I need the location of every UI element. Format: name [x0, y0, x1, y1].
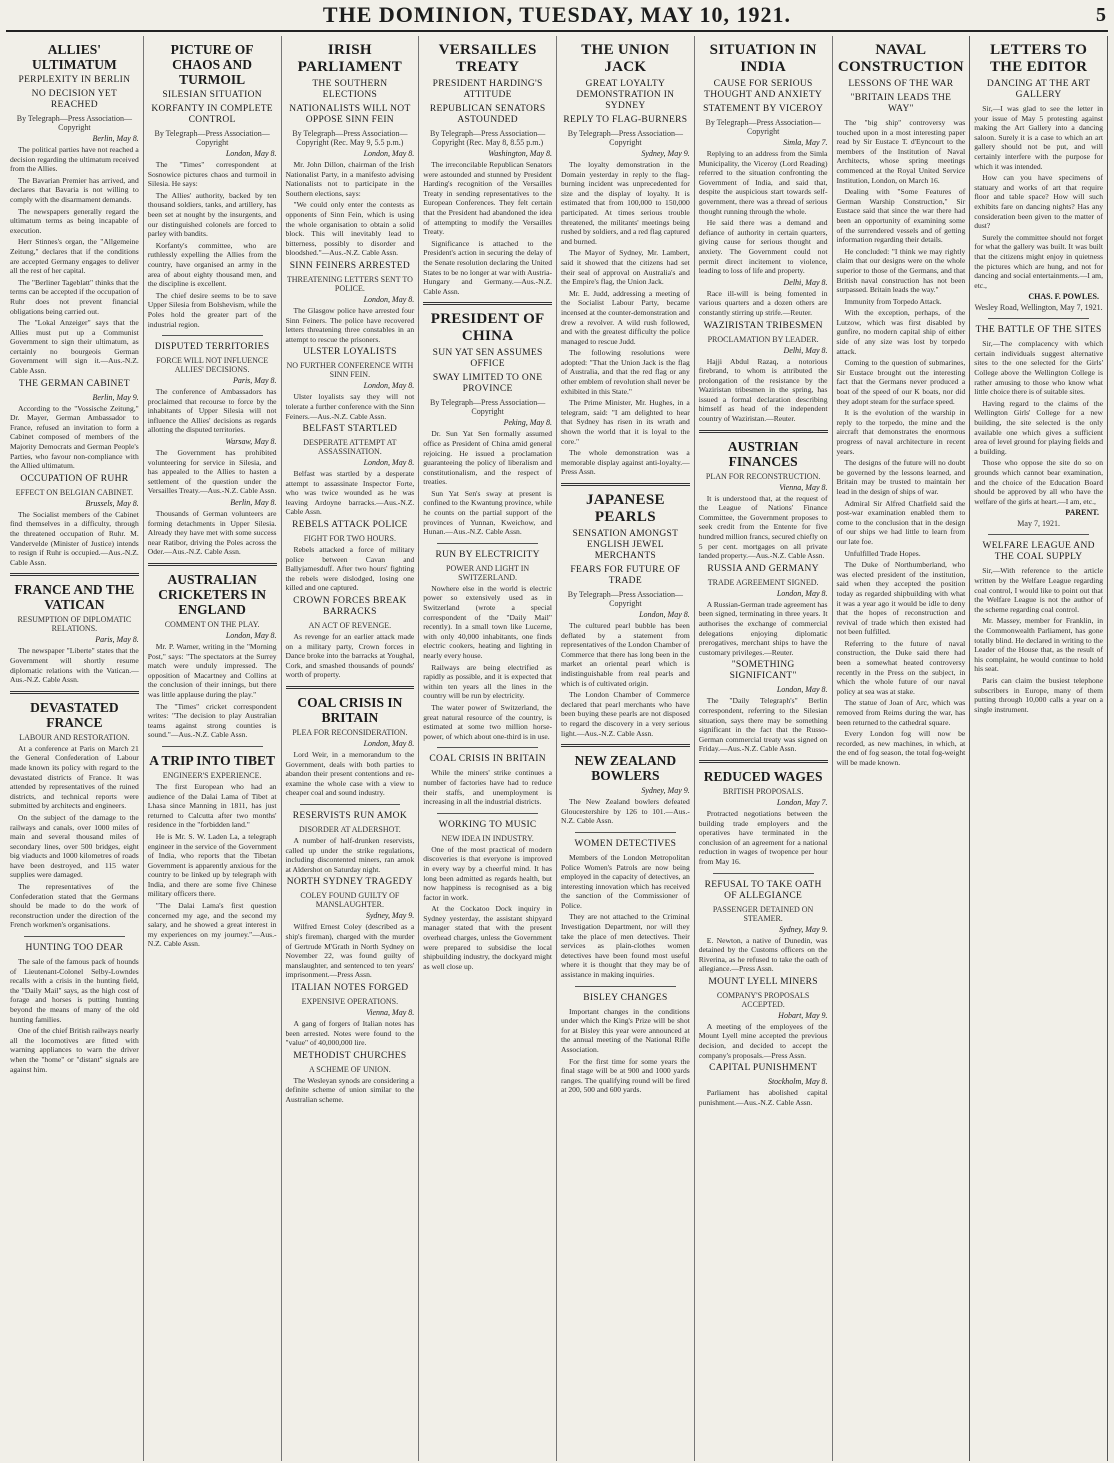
- dateline: London, May 8.: [225, 631, 277, 640]
- article-paragraph: Dr. Sun Yat Sen formally assumed office as President of China amid general rejoicing. He issued a proclamation guaranteeing the policy of liberalism and constitutionalism, and the respect of treaties.: [423, 429, 552, 487]
- column-divider: [423, 302, 552, 305]
- dateline: Paris, May 8.: [95, 635, 139, 645]
- article-paragraph: At a conference at Paris on March 21 the General Confederation of Labour made known its policy with regard to the devastated districts of France. It was attended by representatives of the ruined districts, and technical reports were submitted by architects and engineers.: [10, 743, 139, 811]
- sub-headline: GREAT LOYALTY DEMONSTRATION IN SYDNEY: [576, 79, 675, 111]
- byline: By Telegraph—Press Association—Copyright (Rec. May 9, 5.5 p.m.): [292, 129, 408, 147]
- dateline: Vienna, May 8.: [779, 482, 828, 492]
- sub-headline: WORKING TO MUSIC: [438, 819, 537, 830]
- sub-headline: ULSTER LOYALISTS: [303, 347, 397, 358]
- sub-headline: KORFANTY IN COMPLETE CONTROL: [151, 104, 273, 125]
- article-headline: SITUATION IN INDIA: [709, 42, 817, 75]
- article-paragraph: According to the "Vossische Zeitung," Dr. Mayer, German Ambassador to France, refused an invitation to form a Cabinet composed of members of the Majority Democrats and German People's Parties, who favour non-compliance with the Allied ultimatum.: [10, 403, 139, 471]
- byline: NEW IDEA IN INDUSTRY.: [441, 833, 534, 843]
- dateline: Sydney, May 9.: [641, 786, 690, 796]
- byline: FIGHT FOR TWO HOURS.: [303, 534, 396, 544]
- article-paragraph: With the exception, perhaps, of the Lutzow, which was first disabled by gunfire, no modern capital ship of either side of any size was lost by torpedo attack.: [836, 308, 966, 356]
- sub-headline: SILESIAN SITUATION: [162, 90, 262, 100]
- article-paragraph: A gang of forgers of Italian notes has been arrested. Notes were found to the "value" of 40,000,000 lire.: [285, 1018, 415, 1048]
- article-paragraph: At the Cockatoo Dock inquiry in Sydney yesterday, the assistant shipyard manager stated that with the present overhead charges, unless the Government were prepared to subsidise the local shipbuilding industry, the dockyard might as well close up.: [423, 904, 552, 971]
- sub-headline: "SOMETHING SIGNIFICANT": [729, 660, 797, 682]
- dateline: Paris, May 8.: [232, 376, 277, 386]
- columns: [6, 36, 1108, 1461]
- article-paragraph: The whole demonstration was a memorable display against anti-loyalty.—Press Assn.: [561, 448, 690, 477]
- article-paragraph: The first European who had an audience of the Dalai Lama of Tibet at Lhasa since Manning in 1811, has just returned to Calcutta after two months' residence in the "forbidden land.": [147, 781, 277, 830]
- byline: ENGINEER'S EXPERIENCE.: [162, 770, 262, 780]
- article-paragraph: As revenge for an earlier attack made on a military party, Crown forces in Dance broke into the barracks at Youghal, Cork, and smashed thousands of pounds' worth of property.: [285, 632, 415, 680]
- byline: EFFECT ON BELGIAN CABINET.: [15, 487, 134, 497]
- byline: Wesley Road, Wellington, May 7, 1921.: [974, 303, 1103, 313]
- section-rule: [575, 986, 676, 987]
- article-headline: JAPANESE PEARLS: [585, 492, 665, 525]
- article-paragraph: The loyalty demonstration in the Domain yesterday in reply to the flag-burning incident was unprecedented for size and the display of loyalty. It is estimated that from 100,000 to 150,000 participated. At times serious trouble threatened, the militants' meetings being rushed by soldiers, and a red flag captured and burned.: [561, 160, 690, 246]
- sub-headline: BELFAST STARTLED: [302, 424, 398, 435]
- byline: A SCHEME OF UNION.: [308, 1064, 391, 1074]
- article-paragraph: He concluded: "I think we may rightly claim that our designs were on the whole superior to those of the Germans, and that British naval construction has not been surpassed. Britain leads the way.": [836, 246, 966, 295]
- article-headline: FRANCE AND THE VATICAN: [14, 582, 135, 613]
- section-rule: [437, 543, 538, 544]
- byline: COMMENT ON THE PLAY.: [164, 620, 260, 629]
- dateline: London, May 8.: [363, 149, 415, 158]
- dateline: Sydney, May 9.: [641, 149, 690, 158]
- sub-headline: COAL CRISIS IN BRITAIN: [429, 754, 546, 765]
- article-paragraph: Protracted negotiations between the building trade employers and the operatives have terminated in the conclusion of an agreement for a national reduction in wages of twopence per hour from May 16.: [698, 808, 828, 866]
- sub-headline: SUN YAT SEN ASSUMES OFFICE: [432, 348, 543, 370]
- article-paragraph: The "big ship" controversy was touched upon in a most interesting paper read by Sir Eustace T. d'Eyncourt to the members of the Institution of Naval Architects, whose spring meetings commenced at the Royal United Service Institution, London, on March 16.: [836, 118, 966, 185]
- sub-headline: REBELS ATTACK POLICE: [292, 520, 408, 531]
- sub-headline: DANCING AT THE ART GALLERY: [986, 79, 1091, 100]
- article-paragraph: The "Lokal Anzeiger" says that the Allies must put up a Communist Government to sign their ultimatum, as certainly no bourgeois German Government will sign it.—Aus.-N.Z. Cable Assn.: [10, 318, 139, 376]
- sub-headline: THE GERMAN CABINET: [18, 378, 130, 389]
- sub-headline: HUNTING TOO DEAR: [25, 943, 124, 954]
- article-paragraph: The sale of the famous pack of hounds of Lieutenant-Colonel Selby-Lowndes recalls with a crisis in the hunting field, the "Daily Mail" says, as the high cost of forage and horses is putting hunting beyond the means of many of the old hunting families.: [10, 957, 139, 1024]
- article-paragraph: Railways are being electrified as rapidly as possible, and it is expected that within ten years all the lines in the country will be run by electricity.: [423, 662, 552, 701]
- sub-headline: CAUSE FOR SERIOUS THOUGHT AND ANXIETY: [704, 79, 823, 100]
- article-paragraph: Admiral Sir Alfred Chatfield said the post-war examination enabled them to come to the conclusion that in the design of our ships we had little to learn from our late foe.: [836, 498, 966, 546]
- sub-headline: BISLEY CHANGES: [583, 992, 668, 1003]
- article-paragraph: Sun Yat Sen's sway at present is confined to the Kwantung province, while he counts on the partial support of the provinces of Yunnan, Kweichow, and Hunan.—Aus.-N.Z. Cable Assn.: [423, 488, 552, 537]
- article-paragraph: Paris can claim the busiest telephone subscribers in Europe, many of them putting through 10,000 calls a year on a single instrument.: [974, 675, 1103, 714]
- article-paragraph: The Duke of Northumberland, who was elected president of the institution, said when they accepted the position today as regarded shipbuilding with what it was a year ago it would be idle to deny that the hopes of reconstruction and revival of trade which then existed had not been fulfilled.: [836, 560, 966, 637]
- dateline: Brussels, May 8.: [85, 498, 139, 508]
- article-headline: DEVASTATED FRANCE: [30, 699, 119, 730]
- article-paragraph: Mr. John Dillon, chairman of the Irish Nationalist Party, in a manifesto advising Nationalists not to participate in the Southern elections, says:: [285, 160, 415, 198]
- byline: DISORDER AT ALDERSHOT.: [299, 824, 401, 834]
- sub-headline: DISPUTED TERRITORIES: [154, 342, 270, 353]
- dateline: Berlin, May 8.: [92, 134, 139, 143]
- sub-headline: WAZIRISTAN TRIBESMEN: [703, 320, 823, 331]
- article-paragraph: One of the most practical of modern discoveries is that everyone is improved in every way by a cheerful mind. It has long been admitted as regards health, but now happiness is recognised as a big factor in work.: [423, 844, 552, 902]
- article-paragraph: Nowhere else in the world is electric power so extensively used as in Switzerland (wrote a special correspondent of the "Daily Mail" recently). In a small town like Lucerne, with only 40,000 inhabitants, one finds electric cookers, heating and lighting in nearly every house.: [423, 583, 552, 660]
- article-paragraph: The New Zealand bowlers defeated Gloucestershire by 126 to 101.—Aus.-N.Z. Cable Assn.: [561, 797, 690, 826]
- article-paragraph: The cultured pearl bubble has been deflated by a statement from representatives of the London Chamber of Commerce that there has long been in the market an oriental pearl which is indistinguishable from real pearls and which is of cultivated origin.: [561, 621, 690, 688]
- letter-signature: PARENT.: [1065, 508, 1099, 518]
- article-paragraph: Ulster loyalists say they will not tolerate a further conference with the Sinn Feiners.—Aus.-N.Z. Cable Assn.: [285, 392, 415, 421]
- article-paragraph: E. Newton, a native of Dunedin, was detained by the Customs officers on the Riverina, as he refused to take the oath of allegiance.—Press Assn.: [698, 935, 828, 974]
- article-headline: ALLIES' ULTIMATUM: [31, 42, 117, 72]
- sub-headline: WELFARE LEAGUE AND THE COAL SUPPLY: [982, 541, 1095, 563]
- byline: PASSENGER DETAINED ON STEAMER.: [712, 904, 814, 923]
- column-divider: [148, 563, 277, 566]
- article-paragraph: Race ill-will is being fomented in various quarters and a dozen others are constantly stirring up strife.—Reuter.: [698, 288, 828, 317]
- sub-headline: THE SOUTHERN ELECTIONS: [312, 79, 388, 100]
- article-paragraph: Coming to the question of submarines, Sir Eustace brought out the interesting fact that the Germans never produced a boat of the speed of our K boats, nor did they adopt steam for the surface speed.: [836, 358, 966, 406]
- article-headline: AUSTRALIAN CRICKETERS IN ENGLAND: [158, 572, 266, 617]
- dateline: London, May 8.: [363, 458, 415, 468]
- dateline: Delhi, May 8.: [783, 345, 828, 355]
- article-paragraph: Referring to the future of naval construction, the Duke said there had been a somewhat heated controversy recently in the Press on the subject, in which the whole future of our naval policy at sea was at stake.: [836, 638, 966, 696]
- page-number: 5: [1096, 3, 1106, 26]
- article-headline: NAVAL CONSTRUCTION: [837, 42, 964, 75]
- dateline: London, May 8.: [363, 739, 415, 748]
- news-column-8: [969, 36, 1108, 1461]
- article-paragraph: The statue of Joan of Arc, which was removed from Reims during the war, has been returned to the cathedral square.: [836, 698, 966, 727]
- article-paragraph: A meeting of the employees of the Mount Lyell mine accepted the previous decision, and decided to accept the company's proposals.—Press Assn.: [698, 1021, 828, 1060]
- dateline: Hobart, May 9.: [778, 1010, 828, 1020]
- byline: By Telegraph—Press Association—Copyright: [16, 114, 133, 132]
- article-paragraph: The designs of the future will no doubt be governed by the lessons learned, and Britain may be trusted to maintain her lead in the design of ships of war.: [836, 458, 966, 496]
- news-column-1: [6, 36, 143, 1461]
- section-rule: [988, 534, 1089, 535]
- article-paragraph: Replying to an address from the Simla Municipality, the Viceroy (Lord Reading) referred to the situation confronting the Government of India, and said that, despite the auspicious start towards self-government, there was a thread of serious thought running through the whole.: [698, 149, 828, 216]
- article-paragraph: The Wesleyan synods are considering a definite scheme of union similar to the Australian scheme.: [285, 1075, 415, 1104]
- section-rule: [437, 813, 538, 814]
- article-paragraph: Herr Stinnes's organ, the "Allgemeine Zeitung," declares that if the conditions are accepted Germany engages to deliver all the rest of her capital.: [10, 237, 139, 276]
- article-paragraph: Hajji Abdul Razaq, a notorious firebrand, to whom is attributed the prolongation of the resistance by the Waziristan tribesmen in the spring, has issued a formal declaration describing himself as head of the independent country of Waziristan.—Reuter.: [698, 356, 828, 424]
- article-paragraph: Sir,—The complacency with which certain individuals suggest alternative sites to the one selected for the Girls' College above the Wellington College is rather amusing to those who know what little choice there is of suitable sites.: [974, 339, 1103, 397]
- article-paragraph: Important changes in the conditions under which the King's Prize will be shot for at Bisley this year were announced at the annual meeting of the National Rifle Association.: [561, 1006, 690, 1054]
- article-paragraph: Mr. P. Warner, writing in the "Morning Post," says: "The spectators at the Surrey match were unduly impressed. The opposition of Macartney and Collins at the conclusion of their innings, but there was little applause during the play.": [147, 642, 277, 699]
- sub-headline: NATIONALISTS WILL NOT OPPOSE SINN FEIN: [289, 104, 411, 125]
- article-paragraph: On the subject of the damage to the railways and canals, over 1000 miles of main and several thousand miles of secondary lines, over 500 bridges, eight big viaducts and 1000 kilometres of roads have been destroyed, and 115 water supplies were damaged.: [10, 812, 139, 880]
- byline: May 7, 1921.: [1017, 519, 1060, 529]
- sub-headline: ITALIAN NOTES FORGED: [291, 982, 409, 993]
- article-paragraph: The newspapers generally regard the ultimatum terms as being incapable of execution.: [10, 206, 139, 235]
- news-column-4: [418, 36, 556, 1461]
- section-rule: [300, 804, 401, 805]
- article-paragraph: The "Times" cricket correspondent writes: "The decision to play Australian teams against strong counties is sound."—Aus.-N.Z. Cable Assn.: [147, 701, 277, 740]
- section-rule: [162, 746, 263, 747]
- article-paragraph: Belfast was startled by a desperate attempt to assassinate Inspector Forte, who was twice wounded as he was leaving Ardoyne barracks.—Aus.-N.Z. Cable Assn.: [285, 469, 415, 517]
- sub-headline: PRESIDENT HARDING'S ATTITUDE: [432, 79, 543, 100]
- sub-headline: CROWN FORCES BREAK BARRACKS: [293, 596, 407, 618]
- sub-headline: REPLY TO FLAG-BURNERS: [563, 115, 688, 125]
- byline: By Telegraph—Press Association—Copyright: [567, 129, 684, 147]
- article-headline: THE UNION JACK: [581, 42, 670, 75]
- article-paragraph: Having regard to the claims of the Wellington Girls' College for a new building, the site selected is the only available one which gives a sufficient area of level ground for playing fields and a building.: [974, 398, 1103, 456]
- byline: LABOUR AND RESTORATION.: [19, 732, 130, 742]
- sub-headline: REFUSAL TO TAKE OATH OF ALLEGIANCE: [704, 879, 822, 901]
- article-paragraph: The Prime Minister, Mr. Hughes, in a telegram, said: "I am delighted to hear that Sydney has risen in its wrath and shown the world that it is loyal to the core.": [561, 398, 690, 446]
- article-paragraph: The "Times" correspondent at Sosnowice pictures chaos and turmoil in Silesia. He says:: [147, 160, 277, 189]
- byline: By Telegraph—Press Association—Copyright: [705, 118, 821, 136]
- sub-headline: WOMEN DETECTIVES: [574, 838, 677, 849]
- article-headline: VERSAILLES TREATY: [438, 42, 537, 75]
- article-paragraph: Unfulfilled Trade Hopes.: [844, 548, 921, 558]
- byline: PLEA FOR RECONSIDERATION.: [292, 728, 408, 737]
- article-paragraph: Dealing with "Some Features of German Warship Construction," Sir Eustace said that since the war there had been an opportunity of examining some of the surrendered vessels and of getting information regarding their details.: [836, 187, 966, 245]
- article-paragraph: The political parties have not reached a decision regarding the ultimatum received from the Allies.: [10, 145, 139, 174]
- sub-headline: FEARS FOR FUTURE OF TRADE: [570, 565, 681, 586]
- sub-headline: RUSSIA AND GERMANY: [707, 563, 819, 574]
- sub-headline: THE BATTLE OF THE SITES: [975, 325, 1102, 336]
- sub-headline: RESERVISTS RUN AMOK: [292, 810, 407, 821]
- article-headline: LETTERS TO THE EDITOR: [989, 42, 1088, 75]
- column-divider: [561, 744, 690, 747]
- dateline: London, May 8.: [363, 294, 415, 304]
- byline: FORCE WILL NOT INFLUENCE ALLIES' DECISIONS.: [156, 356, 269, 375]
- byline: COMPANY'S PROPOSALS ACCEPTED.: [716, 990, 810, 1009]
- sub-headline: MOUNT LYELL MINERS: [708, 976, 818, 987]
- byline: BRITISH PROPOSALS.: [722, 786, 804, 796]
- article-paragraph: The "Daily Telegraph's" Berlin correspondent, referring to the Silesian situation, says there may be something significant in the fact that the Russo-German commercial treaty was signed on Friday.—Aus.-N.Z. Cable Assn.: [698, 696, 828, 754]
- byline: RESUMPTION OF DIPLOMATIC RELATIONS.: [17, 615, 132, 634]
- article-headline: NEW ZEALAND BOWLERS: [574, 753, 677, 784]
- sub-headline: METHODIST CHURCHES: [293, 1050, 407, 1061]
- sub-headline: PERPLEXITY IN BERLIN: [18, 75, 131, 85]
- article-paragraph: "We could only enter the contests as opponents of Sinn Fein, which is using the whole organisation to obtain a solid block. This will inevitably lead to bitterness, possibly to disorder and bloodshed."—Aus.-N.Z. Cable Assn.: [285, 200, 415, 258]
- dateline: London, May 8.: [776, 588, 828, 598]
- article-paragraph: The conference of Ambassadors has proclaimed that recourse to force by the inhabitants of Upper Silesia will not influence the Allies' decisions as regards allotting the disputed territories.: [147, 387, 277, 435]
- article-headline: AUSTRIAN FINANCES: [727, 438, 799, 469]
- article-paragraph: He is Mr. S. W. Laden La, a telegraph engineer in the service of the Government of India, who reports that the Tibetan Government is apparently anxious for the country to be linked up by telegraph with India, and there are some five Chinese military officers there.: [147, 831, 277, 899]
- byline: By Telegraph—Press Association—Copyright: [154, 129, 270, 147]
- article-paragraph: Every London fog will now be recorded, as new machines, in which, at the end of fog season, the total fog-weight will be made known.: [836, 729, 966, 767]
- byline: TRADE AGREEMENT SIGNED.: [707, 577, 819, 587]
- article-paragraph: Mr. Massey, member for Franklin, in the Commonwealth Parliament, has gone totally blind. He declared in writing to the Leader of the House that, as the result of his complaint, he would continue to hold his seat.: [974, 616, 1103, 674]
- article-paragraph: Mr. E. Judd, addressing a meeting of the Socialist Labour Party, became incensed at the counter-demonstration and drew a revolver. A wild rush followed, and with the greatest difficulty the police managed to rescue Judd.: [561, 288, 690, 346]
- dateline: Delhi, May 8.: [783, 277, 828, 287]
- dateline: Warsaw, May 8.: [225, 437, 277, 447]
- column-divider: [10, 573, 139, 576]
- section-rule: [988, 318, 1089, 319]
- sub-headline: OCCUPATION OF RUHR: [20, 473, 129, 484]
- dateline: London, May 8.: [776, 685, 828, 695]
- byline: PROCLAMATION BY LEADER.: [707, 334, 819, 344]
- section-rule: [575, 832, 676, 833]
- sub-headline: "BRITAIN LEADS THE WAY": [850, 93, 952, 114]
- article-paragraph: It is understood that, at the request of the League of Nations' Finance Committee, the Government proposes to seek credit from the Entente for five hundred million francs, secured chiefly on 5 per cent. mortgages on all private landed property.—Aus.-N.Z. Cable Assn.: [698, 493, 828, 561]
- byline: By Telegraph—Press Association—Copyright: [429, 398, 546, 417]
- sub-headline: SENSATION AMONGST ENGLISH JEWEL MERCHANTS: [572, 529, 679, 561]
- article-paragraph: Korfanty's committee, who are ruthlessly expelling the Allies from the country, have organised an army in the area of about eighty thousand men, and the discipline is excellent.: [147, 240, 277, 289]
- letter-signature: CHAS. F. POWLES.: [1028, 292, 1099, 302]
- article-paragraph: The Allies' authority, backed by ten thousand soldiers, tanks, and artillery, has been set at nought by the insurgents, and our distinguished colonels are forced to parley with bandits.: [147, 190, 277, 239]
- article-paragraph: "The Dalai Lama's first question concerned my age, and the second my salary, and he showed a great interest in my experiences on my journey."—Aus.-N.Z. Cable Assn.: [147, 901, 277, 949]
- article-headline: PICTURE OF CHAOS AND TURMOIL: [170, 42, 254, 87]
- dateline: Sydney, May 9.: [365, 911, 415, 921]
- news-column-7: [832, 36, 970, 1461]
- news-column-5: [556, 36, 694, 1461]
- article-paragraph: The "Berliner Tageblatt" thinks that the terms can be accepted if the occupation of Ruhr does not prevent financial obligations being carried out.: [10, 277, 139, 316]
- article-paragraph: One of the chief British railways nearly all the locomotives are fitted with warning appliances to warn the driver when the "home" or "distant" signals are against him.: [10, 1026, 139, 1074]
- sub-headline: RUN BY ELECTRICITY: [435, 549, 540, 560]
- article-paragraph: The newspaper "Liberte" states that the Government will shortly resume diplomatic relations with the Vatican.—Aus.-N.Z. Cable Assn.: [10, 646, 139, 685]
- article-headline: PRESIDENT OF CHINA: [430, 311, 545, 345]
- byline: By Telegraph—Press Association—Copyright: [567, 590, 684, 608]
- article-paragraph: The irreconcilable Republican Senators were astounded and stunned by President Harding's recognition of the Versailles Treaty in sending representatives to the European Conferences. They felt certain that the President had abandoned the idea of attempting to modify the Versailles Treaty.: [423, 160, 552, 237]
- dateline: Berlin, May 8.: [230, 498, 277, 508]
- sub-headline: NORTH SYDNEY TRAGEDY: [286, 877, 414, 888]
- section-rule: [437, 747, 538, 748]
- sub-headline: REPUBLICAN SENATORS ASTOUNDED: [429, 104, 546, 125]
- article-paragraph: Lord Weir, in a memorandum to the Government, deals with both parties to abandon their present contentions and re-examine the whole case with a view to cheaper coal and sound industry.: [285, 750, 415, 798]
- article-headline: IRISH PARLIAMENT: [297, 42, 403, 75]
- dateline: Berlin, May 9.: [92, 392, 139, 402]
- article-paragraph: They are not attached to the Criminal Investigation Department, nor will they take the place of men detectives. Their services as plain-clothes women detectives have been found most useful where it is thought that they may be of assistance in making inquiries.: [561, 912, 690, 980]
- article-paragraph: Immunity from Torpedo Attack.: [844, 296, 942, 306]
- article-paragraph: The Socialist members of the Cabinet find themselves in a difficulty, through the threatened occupation of Ruhr. M. Vandervelde (Minister of Justice) intends to resign if Ruhr is occupied.—Aus.-N.Z. Cable Assn.: [10, 509, 139, 567]
- article-paragraph: Surely the committee should not forget for what the gallery was built. It was built that the citizens might enjoy in quietness the pictures which are hung, and not for dancing and social entertainments.—I am, etc.,: [974, 232, 1103, 290]
- news-column-2: [143, 36, 281, 1461]
- sub-headline: NO DECISION YET REACHED: [31, 89, 118, 110]
- article-paragraph: The following resolutions were adopted: "That the Union Jack is the flag of Australia, and that the red flag or any other emblem of revolution shall never be exhibited in this State.": [561, 348, 690, 396]
- article-headline: COAL CRISIS IN BRITAIN: [297, 695, 403, 725]
- article-headline: REDUCED WAGES: [703, 768, 823, 784]
- byline: DESPERATE ATTEMPT AT ASSASSINATION.: [303, 438, 397, 457]
- byline: THREATENING LETTERS SENT TO POLICE.: [286, 274, 413, 293]
- byline: NO FURTHER CONFERENCE WITH SINN FEIN.: [286, 361, 414, 380]
- article-paragraph: The chief desire seems to be to save Upper Silesia from Bolshevism, while the Poles hold the greater part of the industrial region.: [147, 290, 277, 329]
- article-paragraph: The London Chamber of Commerce declared that pearl merchants who have been buying these pearls are not disposed to regard the discovery in a very serious light.—Aus.-N.Z. Cable Assn.: [561, 690, 690, 738]
- article-paragraph: Members of the London Metropolitan Police Women's Patrols are now being employed in the capacity of detectives, an interesting innovation which has received the sanction of the Commissioner of Police.: [561, 852, 690, 910]
- column-divider: [561, 483, 690, 486]
- dateline: Simla, May 7.: [783, 138, 828, 147]
- article-paragraph: A number of half-drunken reservists, called up under the strike regulations, including discontented miners, ran amok at Aldershot on Saturday night.: [285, 835, 415, 874]
- article-paragraph: Wilfred Ernest Coley (described as a ship's fireman), charged with the murder of Gertrude M'Grath in North Sydney on November 22, was found guilty of manslaughter, and sentenced to ten years' imprisonment.—Press Assn.: [285, 922, 415, 980]
- byline: AN ACT OF REVENGE.: [308, 621, 392, 631]
- section-rule: [24, 936, 125, 937]
- dateline: London, May 8.: [363, 381, 415, 391]
- article-paragraph: Sir,—I was glad to see the letter in your issue of May 5 protesting against making the Art Gallery into a dancing saloon. Surely it is a case to which an art gallery should not be put, and will certainly interfere with the purpose for which it was intended.: [974, 104, 1103, 171]
- sub-headline: SWAY LIMITED TO ONE PROVINCE: [432, 373, 543, 395]
- column-divider: [699, 430, 828, 433]
- dateline: London, May 8.: [225, 149, 277, 158]
- article-paragraph: How can you have specimens of statuary and works of art that require floor and table space? How will such exhibits fare on dancing nights? Has any consideration been given to the matter of dust?: [974, 173, 1103, 231]
- sub-headline: SINN FEINERS ARRESTED: [289, 260, 411, 271]
- article-paragraph: Sir,—With reference to the article written by the Welfare League regarding coal control, I would like to point out that the Welfare League is not the author of the scheme regarding coal control.: [974, 566, 1103, 614]
- dateline: Washington, May 8.: [488, 149, 552, 158]
- section-rule: [162, 335, 263, 336]
- article-paragraph: A Russian-German trade agreement has been signed, terminating in three years. It authorises the exchange of commercial delegations enjoying diplomatic prerogatives, merchant ships to have the customary privileges.—Reuter.: [698, 599, 828, 657]
- byline: COLEY FOUND GUILTY OF MANSLAUGHTER.: [300, 891, 400, 910]
- dateline: London, May 8.: [639, 610, 690, 619]
- dateline: Sydney, May 9.: [779, 924, 828, 934]
- article-paragraph: Parliament has abolished capital punishment.—Aus.-N.Z. Cable Assn.: [698, 1088, 828, 1107]
- dateline: Peking, May 8.: [503, 418, 552, 428]
- masthead: [6, 0, 1108, 32]
- article-paragraph: The Glasgow police have arrested four Sinn Feiners. The police have recovered letters threatening three constables in an attempt to rescue the prisoners.: [285, 305, 415, 344]
- dateline: Stockholm, May 8.: [767, 1077, 828, 1087]
- article-paragraph: The water power of Switzerland, the great natural resource of the country, is estimated at some two million horse-power, of which about one-third is in use.: [423, 702, 552, 741]
- sub-headline: LESSONS OF THE WAR: [848, 79, 954, 89]
- sub-headline: CAPITAL PUNISHMENT: [709, 1063, 818, 1074]
- article-paragraph: Significance is attached to the President's action in securing the delay of the Senate resolution declaring the United States to be no longer at war with Austria-Hungary and Germany.—Aus.-N.Z. Cable Assn.: [423, 238, 552, 296]
- article-paragraph: The Government has prohibited volunteering for service in Silesia, and has appealed to the Allies to hasten a settlement of the question under the Versailles Treaty.—Aus.-N.Z. Cable Assn.: [147, 448, 277, 496]
- article-paragraph: The Mayor of Sydney, Mr. Lambert, said it showed that the citizens had set their seal of approval on Australia's and the Empire's flag, the Union Jack.: [561, 248, 690, 287]
- article-paragraph: He said there was a demand and defiance of authority in certain quarters, giving cause for serious thought and anxiety. The Government could not permit direct incitement to violence, leading to loss of life and property.: [698, 218, 828, 276]
- article-paragraph: The Bavarian Premier has arrived, and declares that Bavaria is not willing to comply with the disarmament demands.: [10, 175, 139, 204]
- column-divider: [10, 691, 139, 694]
- dateline: Vienna, May 8.: [365, 1007, 415, 1017]
- byline: By Telegraph—Press Association—Copyright (Rec. May 8, 8.55 p.m.): [429, 129, 546, 147]
- byline: POWER AND LIGHT IN SWITZERLAND.: [446, 563, 530, 582]
- byline: EXPENSIVE OPERATIONS.: [301, 996, 399, 1006]
- article-paragraph: Those who oppose the site do so on grounds which cannot bear examination, and the choice of the Education Board should be approved by all who have the welfare of the girls at heart.—I am, etc.,: [974, 458, 1103, 506]
- byline: PLAN FOR RECONSTRUCTION.: [705, 471, 821, 481]
- article-paragraph: For the first time for some years the final stage will be at 900 and 1000 yards ranges. The qualifying round will be fired at 200, 500 and 600 yards.: [561, 1056, 690, 1095]
- masthead-title: THE DOMINION, TUESDAY, MAY 10, 1921.: [322, 2, 792, 27]
- article-paragraph: The representatives of the Confederation stated that the Germans should be made to do the work of reconstruction under the direction of the French workmen's organisations.: [10, 882, 139, 930]
- news-column-6: [694, 36, 832, 1461]
- article-paragraph: Rebels attacked a force of military police between Cavan and Ballyjamesduff. After two hours' fighting the rebels were dislodged, losing one killed and one captured.: [285, 545, 415, 593]
- dateline: London, May 7.: [776, 797, 828, 807]
- article-paragraph: It is the evolution of the warship in reply to the torpedo, the mine and the aircraft that demonstrates the enormous progress of naval architecture in recent years.: [836, 408, 966, 456]
- column-divider: [286, 686, 415, 689]
- section-rule: [713, 873, 814, 874]
- news-column-3: [281, 36, 419, 1461]
- article-paragraph: Thousands of German volunteers are forming detachments in Upper Silesia. Already they have met with some success near Ratibor, driving the Poles across the Oder.—Aus.-N.Z. Cable Assn.: [147, 509, 277, 557]
- column-divider: [699, 760, 828, 763]
- article-paragraph: While the miners' strike continues a number of factories have had to reduce their staffs, and unemployment is increasing in all the industrial districts.: [423, 768, 552, 807]
- sub-headline: STATEMENT BY VICEROY: [703, 104, 824, 114]
- article-headline: A TRIP INTO TIBET: [149, 752, 275, 768]
